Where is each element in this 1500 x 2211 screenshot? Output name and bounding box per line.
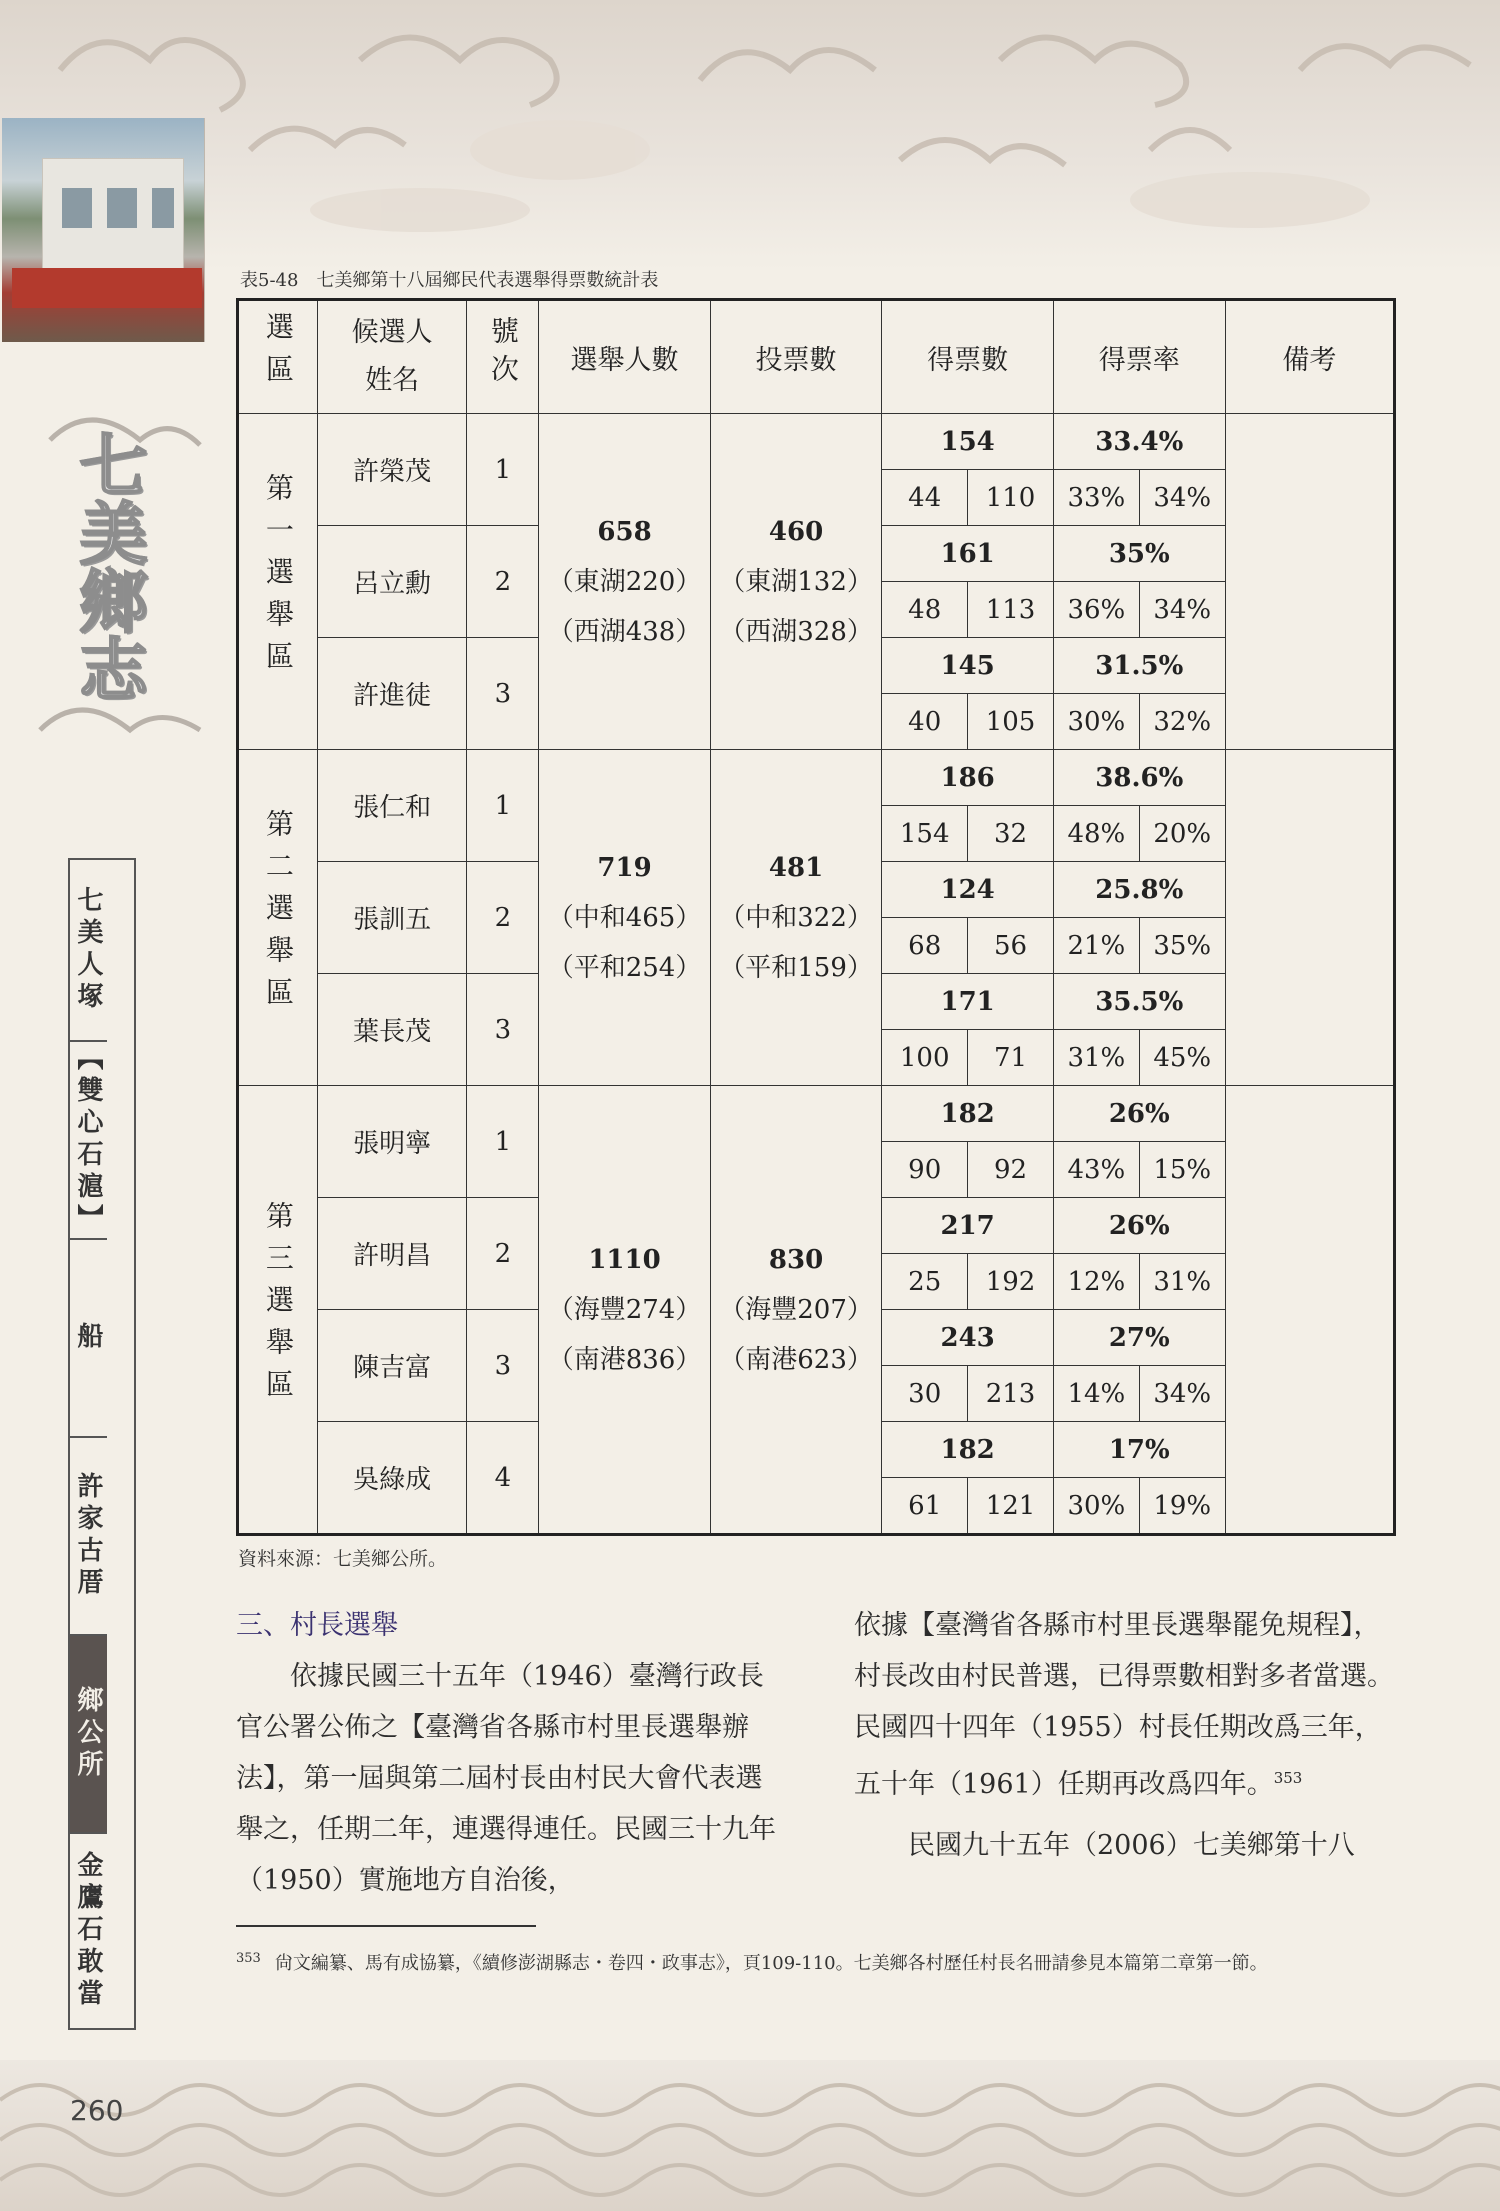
candidate-number: 1 bbox=[467, 414, 539, 526]
ballots-cell: 460 （東湖132） （西湖328） bbox=[710, 414, 882, 750]
candidate-number: 3 bbox=[467, 638, 539, 750]
total-votes: 243 bbox=[882, 1310, 1054, 1366]
table-row bbox=[238, 750, 1395, 806]
total-rate: 31.5% bbox=[1053, 638, 1225, 694]
header-district: 選區 bbox=[238, 300, 318, 414]
village-rate-1: 14% bbox=[1053, 1366, 1139, 1422]
header-votes: 得票數 bbox=[882, 300, 1054, 414]
total-rate: 33.4% bbox=[1053, 414, 1225, 470]
header-ballots: 投票數 bbox=[710, 300, 882, 414]
village-votes-1: 44 bbox=[882, 470, 968, 526]
remarks-cell bbox=[1225, 414, 1394, 750]
footnote bbox=[236, 1944, 1396, 1979]
cloud-decoration-band bbox=[0, 0, 1500, 270]
election-results-table bbox=[236, 298, 1396, 1536]
village-votes-2: 32 bbox=[968, 806, 1054, 862]
candidate-name: 葉長茂 bbox=[317, 974, 467, 1086]
electorate-cell: 658 （東湖220） （西湖438） bbox=[539, 414, 711, 750]
district-name: 第三選舉區 bbox=[238, 1086, 318, 1535]
total-votes: 182 bbox=[882, 1422, 1054, 1478]
total-votes: 171 bbox=[882, 974, 1054, 1030]
header-electorate: 選舉人數 bbox=[539, 300, 711, 414]
table-header-row bbox=[238, 300, 1395, 414]
wave-decoration-band bbox=[0, 2060, 1500, 2211]
village-votes-2: 105 bbox=[968, 694, 1054, 750]
wave-pattern-icon bbox=[0, 2060, 1500, 2211]
table-row bbox=[238, 1086, 1395, 1142]
village-rate-2: 34% bbox=[1139, 1366, 1225, 1422]
village-votes-1: 90 bbox=[882, 1142, 968, 1198]
right-paragraph-1: 依據【臺灣省各縣市村里長選舉罷免規程】，村長改由村民普選，已得票數相對多者當選。民國四十四年（1955）村長任期改爲三年，五十年（1961）任期再改爲四年。$^{353}$ bbox=[854, 1610, 1394, 1800]
village-votes-2: 121 bbox=[968, 1478, 1054, 1535]
side-tab-2[interactable]: 【雙心石滬】 bbox=[70, 1042, 107, 1240]
village-rate-1: 30% bbox=[1053, 1478, 1139, 1535]
header-rate: 得票率 bbox=[1053, 300, 1225, 414]
candidate-name: 吳綠成 bbox=[317, 1422, 467, 1535]
table-row bbox=[238, 414, 1395, 470]
side-tab-3[interactable]: 船 bbox=[70, 1240, 107, 1438]
header-candidate: 候選人姓名 bbox=[317, 300, 467, 414]
right-column bbox=[854, 1600, 1394, 1871]
total-votes: 124 bbox=[882, 862, 1054, 918]
candidate-name: 張明寧 bbox=[317, 1086, 467, 1198]
village-rate-1: 31% bbox=[1053, 1030, 1139, 1086]
village-rate-1: 36% bbox=[1053, 582, 1139, 638]
side-tab-6[interactable]: 金鷹石敢當 bbox=[73, 1851, 103, 2011]
total-votes: 145 bbox=[882, 638, 1054, 694]
candidate-name: 許明昌 bbox=[317, 1198, 467, 1310]
town-office-photo bbox=[2, 118, 205, 342]
cloud-pattern-icon bbox=[0, 0, 1500, 270]
village-votes-1: 40 bbox=[882, 694, 968, 750]
candidate-number: 2 bbox=[467, 1198, 539, 1310]
village-votes-2: 92 bbox=[968, 1142, 1054, 1198]
district-name: 第一選舉區 bbox=[238, 414, 318, 750]
village-rate-2: 34% bbox=[1139, 582, 1225, 638]
candidate-name: 許進徒 bbox=[317, 638, 467, 750]
village-votes-2: 192 bbox=[968, 1254, 1054, 1310]
candidate-name: 張訓五 bbox=[317, 862, 467, 974]
side-tab-strip bbox=[68, 858, 136, 2030]
total-votes: 186 bbox=[882, 750, 1054, 806]
village-votes-2: 213 bbox=[968, 1366, 1054, 1422]
table-body bbox=[238, 414, 1395, 1535]
village-votes-2: 71 bbox=[968, 1030, 1054, 1086]
header-number: 號次 bbox=[467, 300, 539, 414]
total-rate: 35% bbox=[1053, 526, 1225, 582]
right-paragraph-2: 民國九十五年（2006）七美鄉第十八 bbox=[908, 1830, 1355, 1861]
total-rate: 25.8% bbox=[1053, 862, 1225, 918]
village-rate-2: 32% bbox=[1139, 694, 1225, 750]
village-rate-1: 48% bbox=[1053, 806, 1139, 862]
electorate-cell: 1110 （海豐274） （南港836） bbox=[539, 1086, 711, 1535]
ballots-cell: 830 （海豐207） （南港623） bbox=[710, 1086, 882, 1535]
candidate-name: 許榮茂 bbox=[317, 414, 467, 526]
candidate-number: 2 bbox=[467, 526, 539, 638]
total-rate: 27% bbox=[1053, 1310, 1225, 1366]
footnote-divider bbox=[236, 1925, 536, 1927]
table-source: 資料來源：七美鄉公所。 bbox=[238, 1548, 448, 1570]
total-rate: 26% bbox=[1053, 1198, 1225, 1254]
remarks-cell bbox=[1225, 1086, 1394, 1535]
side-tab-5-active[interactable]: 鄉公所 bbox=[70, 1636, 107, 1834]
village-rate-1: 33% bbox=[1053, 470, 1139, 526]
footnote-ref[interactable]: 353 bbox=[1273, 1769, 1303, 1787]
village-votes-2: 113 bbox=[968, 582, 1054, 638]
candidate-number: 3 bbox=[467, 1310, 539, 1422]
village-rate-2: 19% bbox=[1139, 1478, 1225, 1535]
left-paragraph: 依據民國三十五年（1946）臺灣行政長官公署公佈之【臺灣省各縣市村里長選舉辦法】，第一屆與第二屆村長由村民大會代表選舉之，任期二年，連選得連任。民國三十九年（1950）實施地方自治後， bbox=[236, 1661, 776, 1896]
total-votes: 182 bbox=[882, 1086, 1054, 1142]
total-rate: 35.5% bbox=[1053, 974, 1225, 1030]
village-rate-2: 35% bbox=[1139, 918, 1225, 974]
village-votes-2: 110 bbox=[968, 470, 1054, 526]
village-votes-1: 154 bbox=[882, 806, 968, 862]
total-votes: 161 bbox=[882, 526, 1054, 582]
header-remarks: 備考 bbox=[1225, 300, 1394, 414]
ballots-cell: 481 （中和322） （平和159） bbox=[710, 750, 882, 1086]
side-tab-4[interactable]: 許家古厝 bbox=[70, 1438, 107, 1636]
left-column bbox=[236, 1600, 784, 1906]
village-votes-1: 61 bbox=[882, 1478, 968, 1535]
candidate-number: 2 bbox=[467, 862, 539, 974]
total-rate: 38.6% bbox=[1053, 750, 1225, 806]
footnote-number: 353 bbox=[236, 1951, 261, 1966]
village-rate-1: 12% bbox=[1053, 1254, 1139, 1310]
section-heading: 三、村長選舉 bbox=[236, 1610, 398, 1641]
side-tab-1[interactable]: 七美人塚 bbox=[70, 860, 107, 1042]
village-votes-1: 68 bbox=[882, 918, 968, 974]
vertical-book-title: 七美鄉志 bbox=[68, 430, 148, 702]
village-votes-2: 56 bbox=[968, 918, 1054, 974]
village-rate-1: 43% bbox=[1053, 1142, 1139, 1198]
village-rate-2: 31% bbox=[1139, 1254, 1225, 1310]
table-caption: 表5-48 七美鄉第十八屆鄉民代表選舉得票數統計表 bbox=[240, 270, 659, 291]
candidate-number: 1 bbox=[467, 750, 539, 862]
village-rate-2: 34% bbox=[1139, 470, 1225, 526]
candidate-number: 3 bbox=[467, 974, 539, 1086]
total-rate: 17% bbox=[1053, 1422, 1225, 1478]
candidate-name: 陳吉富 bbox=[317, 1310, 467, 1422]
footnote-text: 尙文編纂、馬有成協纂，《續修澎湖縣志・卷四・政事志》，頁109-110。七美鄉各村歷任村長名冊請參見本篇第二章第一節。 bbox=[274, 1953, 1268, 1974]
village-rate-2: 15% bbox=[1139, 1142, 1225, 1198]
page-number: 260 bbox=[70, 2094, 124, 2127]
village-votes-1: 100 bbox=[882, 1030, 968, 1086]
candidate-name: 呂立勳 bbox=[317, 526, 467, 638]
village-votes-1: 48 bbox=[882, 582, 968, 638]
electorate-cell: 719 （中和465） （平和254） bbox=[539, 750, 711, 1086]
village-votes-1: 30 bbox=[882, 1366, 968, 1422]
candidate-name: 張仁和 bbox=[317, 750, 467, 862]
village-rate-2: 20% bbox=[1139, 806, 1225, 862]
village-rate-2: 45% bbox=[1139, 1030, 1225, 1086]
total-votes: 154 bbox=[882, 414, 1054, 470]
candidate-number: 1 bbox=[467, 1086, 539, 1198]
total-rate: 26% bbox=[1053, 1086, 1225, 1142]
candidate-number: 4 bbox=[467, 1422, 539, 1535]
village-rate-1: 30% bbox=[1053, 694, 1139, 750]
village-votes-1: 25 bbox=[882, 1254, 968, 1310]
remarks-cell bbox=[1225, 750, 1394, 1086]
village-rate-1: 21% bbox=[1053, 918, 1139, 974]
total-votes: 217 bbox=[882, 1198, 1054, 1254]
district-name: 第二選舉區 bbox=[238, 750, 318, 1086]
